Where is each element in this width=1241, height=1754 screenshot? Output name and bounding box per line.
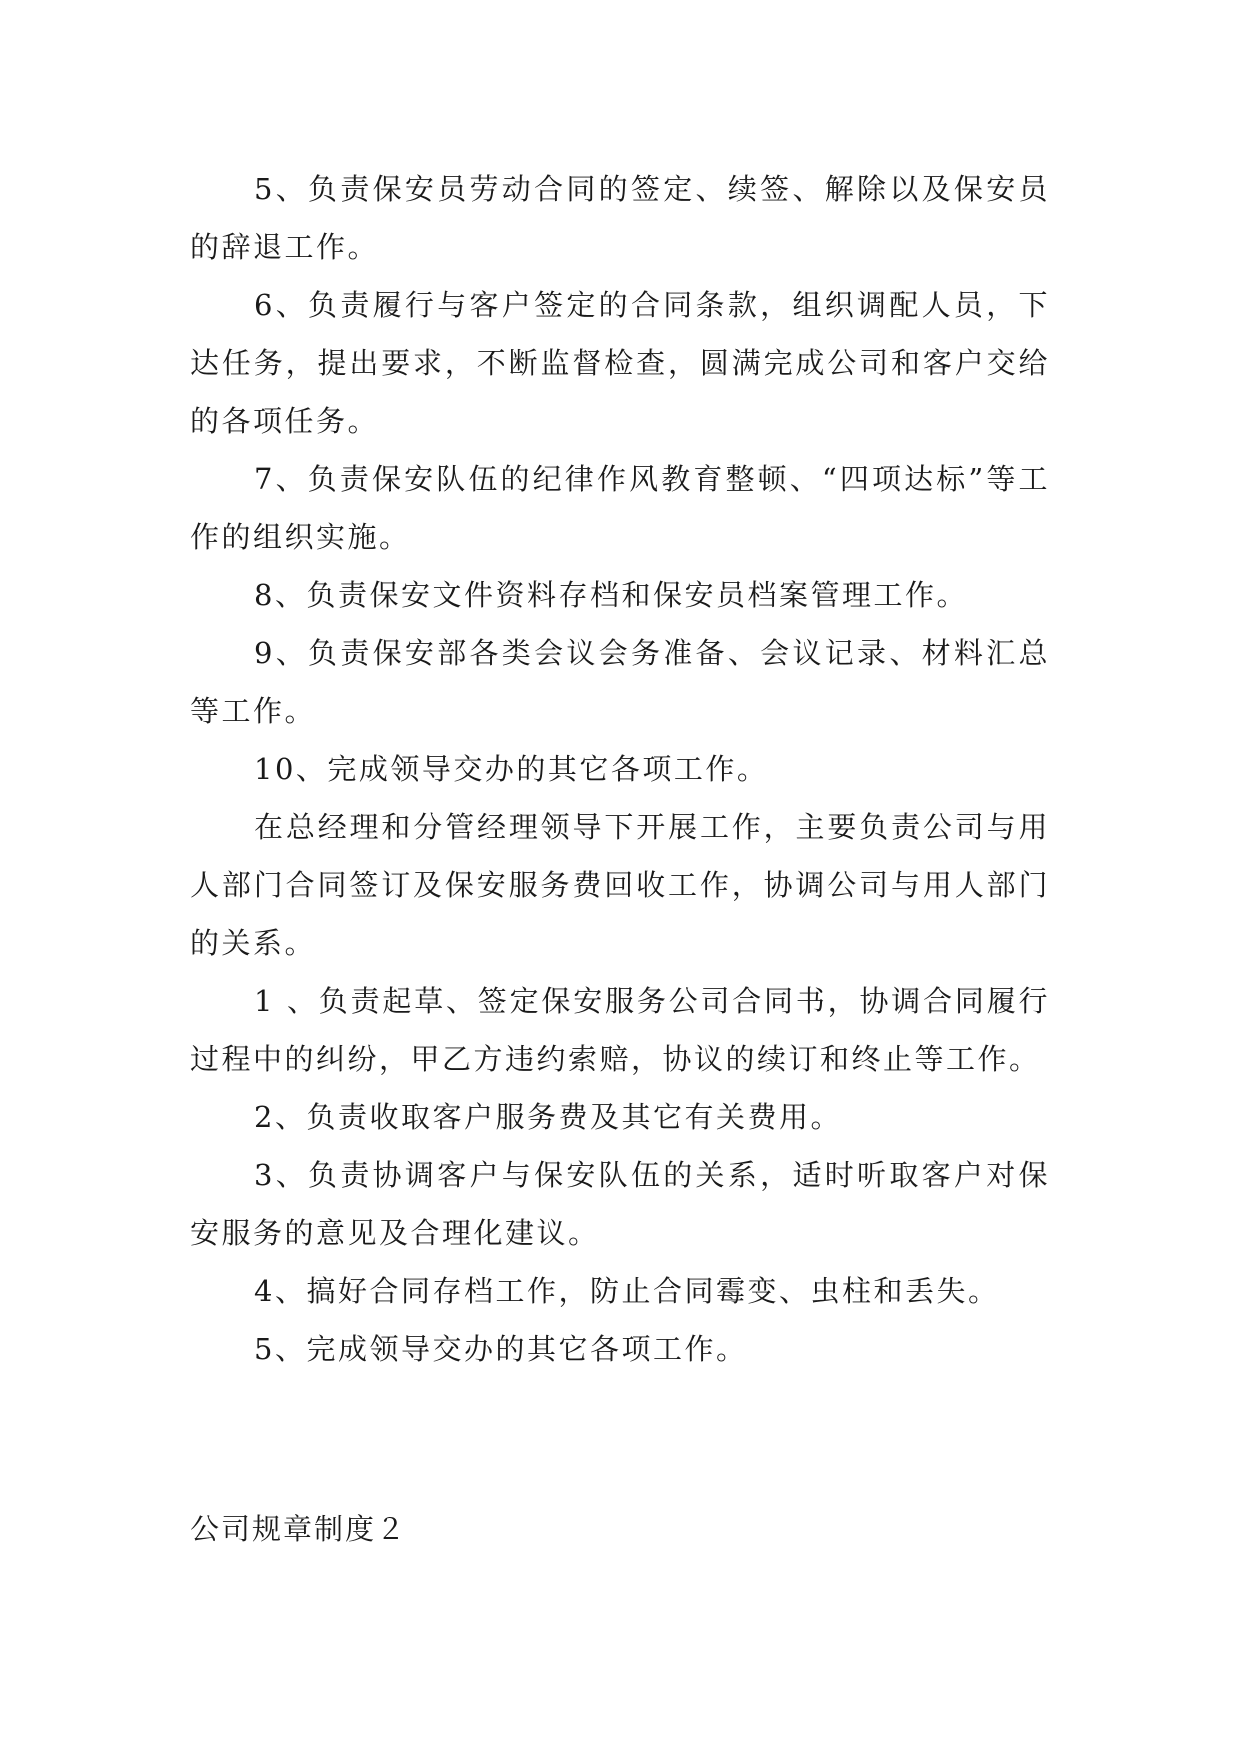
paragraph-role-intro: 在总经理和分管经理领导下开展工作，主要负责公司与用人部门合同签订及保安服务费回收工作，协调公司与用人部门的关系。 <box>190 810 1050 960</box>
paragraph-item-5-other-tasks: 5、完成领导交办的其它各项工作。 <box>254 1332 748 1366</box>
section-heading: 公司规章制度２ <box>190 1512 408 1546</box>
paragraph-item-9-meetings: 9、负责保安部各类会议会务准备、会议记录、材料汇总等工作。 <box>190 636 1050 728</box>
document-body <box>190 160 1050 1378</box>
paragraph-item-2-fees: 2、负责收取客户服务费及其它有关费用。 <box>254 1100 842 1134</box>
paragraph-item-6-client-terms: 6、负责履行与客户签定的合同条款，组织调配人员，下达任务，提出要求，不断监督检查，圆满完成公司和客户交给的各项任务。 <box>190 288 1050 438</box>
paragraph-item-7-discipline: 7、负责保安队伍的纪律作风教育整顿、“四项达标”等工作的组织实施。 <box>190 462 1050 554</box>
paragraph-item-4-contract-archive: 4、搞好合同存档工作，防止合同霉变、虫柱和丢失。 <box>254 1274 1000 1308</box>
paragraph-item-10-other-tasks: 10、完成领导交办的其它各项工作。 <box>254 752 769 786</box>
paragraph-item-8-archives: 8、负责保安文件资料存档和保安员档案管理工作。 <box>254 578 968 612</box>
paragraph-item-5-contracts: 5、负责保安员劳动合同的签定、续签、解除以及保安员的辞退工作。 <box>190 172 1050 264</box>
paragraph-item-3-client-relations: 3、负责协调客户与保安队伍的关系，适时听取客户对保安服务的意见及合理化建议。 <box>190 1158 1050 1250</box>
paragraph-item-1-drafting: 1 、负责起草、签定保安服务公司合同书，协调合同履行过程中的纠纷，甲乙方违约索赔，协议的续订和终止等工作。 <box>190 984 1050 1076</box>
